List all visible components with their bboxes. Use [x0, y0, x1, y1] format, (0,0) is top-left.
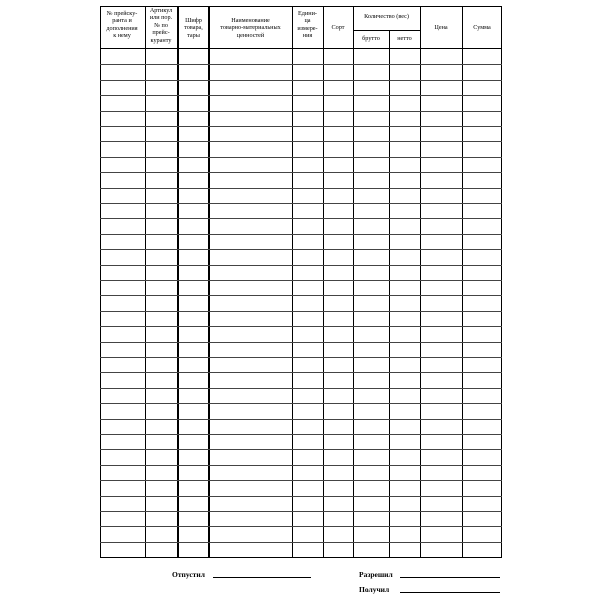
table-row-line	[100, 511, 502, 512]
header-cell-price-list: № прейску- ранта и дополнения к нему	[106, 10, 138, 40]
header-cell-net: нетто	[397, 35, 412, 42]
header-cell-gross: брутто	[362, 35, 380, 42]
col-border-5	[323, 6, 324, 558]
header-cell-sum: Сумма	[473, 24, 491, 31]
table-row-line	[100, 526, 502, 527]
table-row-line	[100, 157, 502, 158]
table-row-line	[100, 203, 502, 204]
header-cell-unit: Едини- ца измере- ния	[297, 10, 318, 40]
table-row-line	[100, 234, 502, 235]
header-cell-grade: Сорт	[331, 24, 345, 31]
released-by-label: Отпустил	[172, 570, 205, 579]
col-border-4	[292, 6, 293, 558]
table-row-line	[100, 280, 502, 281]
table-row-line	[100, 111, 502, 112]
col-border-9	[462, 6, 463, 558]
table-row-line	[100, 265, 502, 266]
header-cell-quantity: Количество (вес)	[364, 13, 409, 20]
table-row-line	[100, 126, 502, 127]
allowed-by-label: Разрешил	[359, 570, 393, 579]
table-row-line	[100, 357, 502, 358]
released-by-signature-line[interactable]	[213, 577, 311, 578]
col-border-2	[177, 6, 179, 558]
table-row-line	[100, 64, 502, 65]
col-border-left	[100, 6, 101, 558]
header-subdivider	[353, 30, 420, 31]
table-row-line	[100, 342, 502, 343]
col-border-8	[420, 6, 421, 558]
header-cell-article: Артикул или пор. № по прейс- куранту	[149, 7, 173, 44]
table-row-line	[100, 218, 502, 219]
table-row-line	[100, 249, 502, 250]
table-row-line	[100, 496, 502, 497]
header-cell-price: Цена	[434, 24, 448, 31]
table-row-line	[100, 542, 502, 543]
table-row-line	[100, 172, 502, 173]
table-row-line	[100, 419, 502, 420]
table-row-line	[100, 449, 502, 450]
allowed-by-signature-line[interactable]	[400, 577, 500, 578]
col-border-6	[353, 6, 354, 558]
table-row-line	[100, 372, 502, 373]
table-row-line	[100, 295, 502, 296]
header-cell-name: Наименование товарно-материальных ценностей	[220, 17, 281, 39]
header-cell-code: Шифр товара, тары	[184, 17, 203, 39]
received-by-label: Получил	[359, 585, 390, 594]
header-bottom-border	[100, 48, 502, 49]
table-row-line	[100, 95, 502, 96]
col-border-right	[501, 6, 502, 558]
col-border-7	[389, 30, 390, 558]
table-row-line	[100, 434, 502, 435]
table-bottom-border	[100, 557, 502, 558]
table-row-line	[100, 188, 502, 189]
table-row-line	[100, 80, 502, 81]
received-by-signature-line[interactable]	[400, 592, 500, 593]
table-row-line	[100, 326, 502, 327]
table-row-line	[100, 480, 502, 481]
col-border-1	[145, 6, 146, 558]
table-row-line	[100, 465, 502, 466]
table-row-line	[100, 388, 502, 389]
table-row-line	[100, 141, 502, 142]
col-border-3	[208, 6, 210, 558]
table-row-line	[100, 311, 502, 312]
table-top-border	[100, 6, 502, 7]
table-row-line	[100, 403, 502, 404]
